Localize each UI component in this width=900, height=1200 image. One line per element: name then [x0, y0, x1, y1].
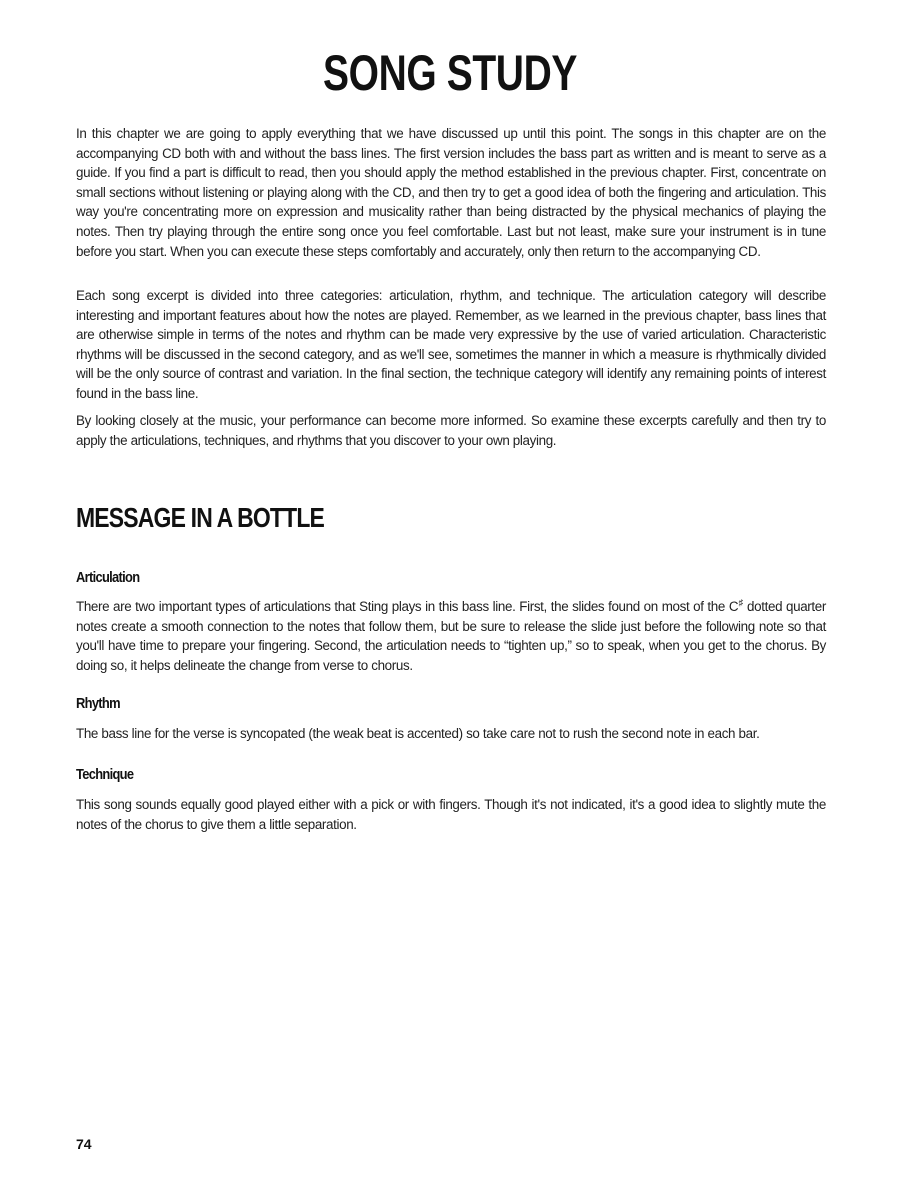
page-title: SONG STUDY [323, 45, 577, 101]
section-title: MESSAGE IN A BOTTLE [76, 502, 325, 533]
rhythm-text: The bass line for the verse is syncopated (the weak beat is accented) so take care not to rush the second note in each bar. [76, 726, 760, 741]
technique-text: This song sounds equally good played either with a pick or with fingers. Though it's not indicated, it's a good idea to slightly mute the notes of the chorus to give them a little separation. [76, 797, 826, 832]
intro-paragraph-3: By looking closely at the music, your performance can become more informed. So examine these excerpts carefully and then try to apply the articulations, techniques, and rhythms that you discover to your own playing. [76, 413, 826, 448]
technique-heading: Technique [76, 766, 134, 783]
articulation-text-start: There are two important types of articulations that Sting plays in this bass line. First, the slides found on most of the C [76, 599, 739, 614]
sharp-symbol: ♯ [738, 597, 744, 608]
articulation-text-end: dotted quarter notes create a smooth connection to the notes that follow them, but be sure to release the slide just before the following note so that you'll have time to prepare your fingering. Second, the articulation needs to “tighten up,” so to speak, when you get to the chorus. By doing so, it helps delineate the change from verse to chorus. [76, 599, 826, 673]
intro-paragraph-1: In this chapter we are going to apply everything that we have discussed up until this point. The songs in this chapter are on the accompanying CD both with and without the bass lines. The first version includes the bass part as written and is meant to serve as a guide. If you find a part is difficult to read, then you should apply the method established in the previous chapter. First, concentrate on small sections without listening or playing along with the CD, and then try to get a good idea of both the fingering and articulation. This way you're concentrating more on expression and musicality rather than being distracted by the physical mechanics of playing the notes. Then try playing through the entire song once you feel comfortable. Last but not least, make sure your instrument is in tune before you start. When you can execute these steps comfortably and accurately, only then return to the accompanying CD. [76, 126, 826, 259]
articulation-heading: Articulation [76, 569, 140, 586]
page-number: 74 [76, 1136, 92, 1152]
rhythm-heading: Rhythm [76, 695, 120, 712]
articulation-text [76, 597, 826, 675]
intro-paragraph-2: Each song excerpt is divided into three categories: articulation, rhythm, and technique. The articulation category will describe interesting and important features about how the notes are played. Remember, as we learned in the previous chapter, bass lines that are otherwise simple in terms of the notes and rhythm can be made very expressive by the use of varied articulation. Characteristic rhythms will be discussed in the second category, and as we'll see, sometimes the manner in which a measure is rhythmically divided will be the only source of contrast and variation. In the final section, the technique category will identify any remaining points of interest found in the bass line. [76, 288, 826, 401]
